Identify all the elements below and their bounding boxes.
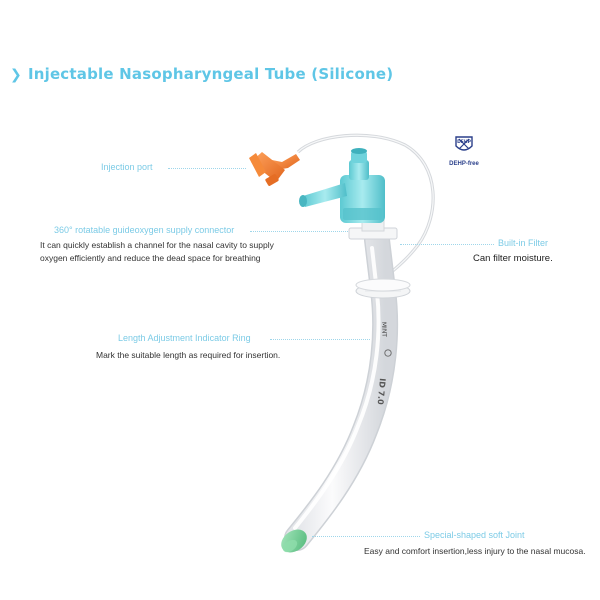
length-adjustment-ring bbox=[356, 279, 410, 298]
connector-description: It can quickly establish a channel for the nasal cavity to supply oxygen efficiently and reduce the dead space for breathing bbox=[40, 240, 274, 263]
joint-leader bbox=[312, 536, 420, 537]
badge-top-text: DEHP bbox=[457, 140, 471, 145]
tube-size-text: ID 7.0 bbox=[375, 377, 387, 406]
joint-description: Easy and comfort insertion,less injury to the nasal mucosa. bbox=[364, 546, 586, 556]
ring-leader bbox=[270, 339, 370, 340]
filter-description: Can filter moisture. bbox=[473, 253, 553, 264]
rotatable-connector bbox=[299, 148, 385, 223]
chevron-right-icon: ❯ bbox=[10, 67, 22, 83]
injection-port-label: Injection port bbox=[101, 162, 153, 172]
injection-port-cap bbox=[249, 152, 300, 186]
filter-leader bbox=[400, 244, 494, 245]
joint-label: Special-shaped soft Joint bbox=[424, 530, 525, 540]
connector-label: 360° rotatable guideoxygen supply connector bbox=[54, 225, 235, 235]
connector-leader bbox=[250, 231, 348, 232]
injection-port-leader bbox=[168, 168, 246, 169]
ring-description: Mark the suitable length as required for insertion. bbox=[96, 350, 281, 360]
filter-label: Built-in Filter bbox=[498, 238, 549, 248]
tube-brand-text: MINT bbox=[380, 321, 388, 338]
page-title-text: Injectable Nasopharyngeal Tube (Silicone) bbox=[27, 65, 394, 83]
ring-label: Length Adjustment Indicator Ring bbox=[118, 333, 251, 343]
badge-label: DEHP-free bbox=[449, 161, 479, 167]
